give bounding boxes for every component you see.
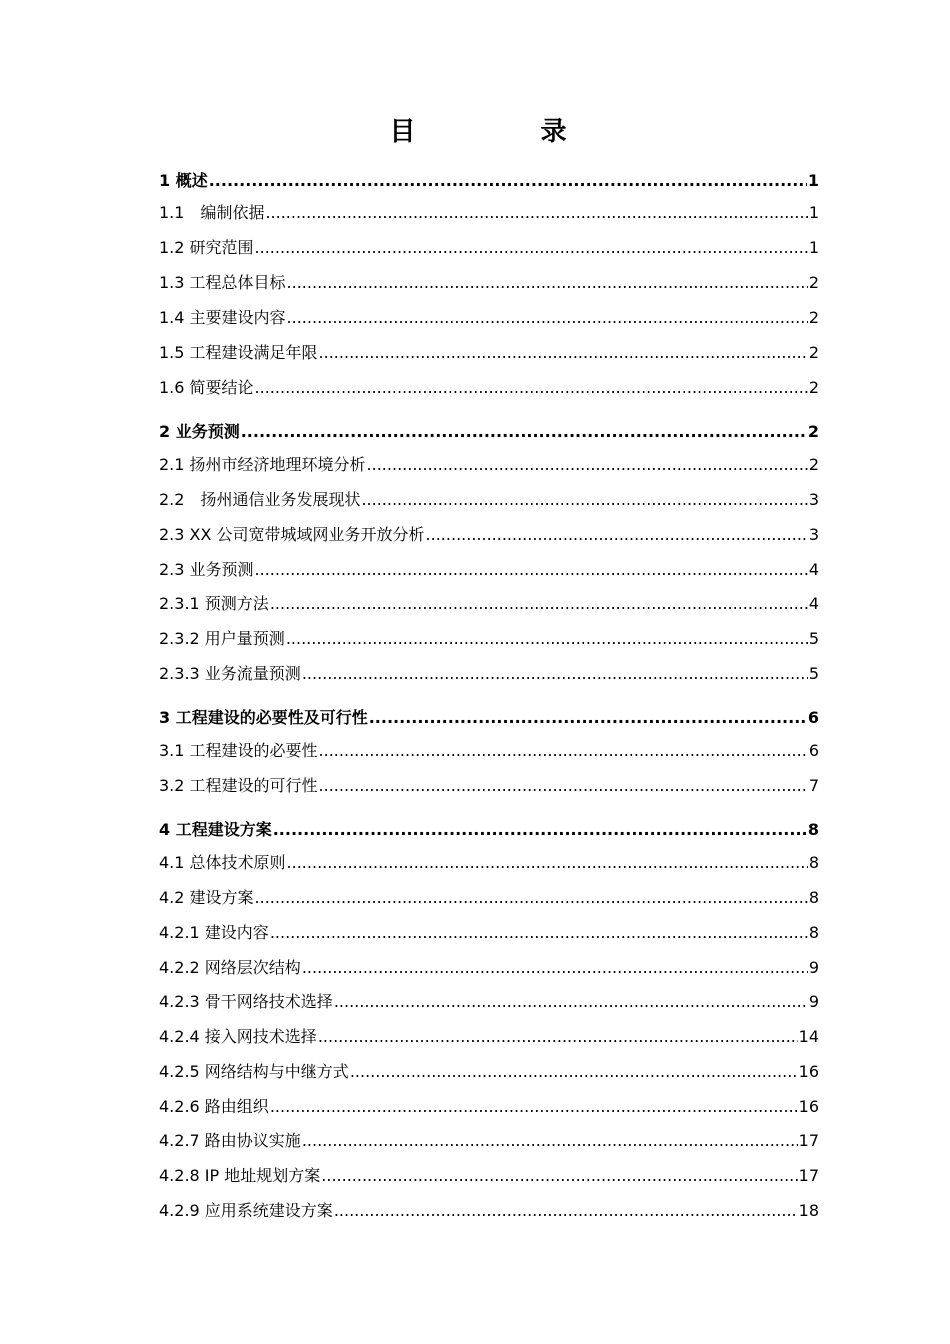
toc-dot-leader (265, 202, 807, 224)
toc-entry-label: 2.1 扬州市经济地理环境分析 (159, 455, 366, 474)
toc-entry-label: 4 工程建设方案 (159, 820, 272, 839)
toc-dot-leader (255, 237, 808, 259)
toc-entry-label: 2.2 扬州通信业务发展现状 (159, 490, 361, 509)
toc-page-number: 8 (807, 820, 819, 839)
toc-section-entry[interactable] (159, 235, 819, 259)
toc-dot-leader (302, 957, 808, 979)
toc-page-number: 4 (808, 594, 819, 613)
toc-entry-label: 2.3 业务预测 (159, 560, 254, 579)
toc-page-number: 14 (798, 1027, 819, 1046)
toc-list (159, 0, 819, 1344)
toc-section-entry[interactable] (159, 591, 819, 615)
toc-section-entry[interactable] (159, 1198, 819, 1222)
toc-page-number: 17 (798, 1131, 819, 1150)
toc-entry-label: 4.1 总体技术原则 (159, 853, 286, 872)
page-title: 目 录 (389, 117, 625, 147)
toc-dot-leader (334, 1200, 798, 1222)
toc-page-number: 2 (808, 308, 819, 327)
toc-entry-label: 4.2.7 路由协议实施 (159, 1131, 301, 1150)
toc-entry-label: 4.2.5 网络结构与中继方式 (159, 1062, 349, 1081)
toc-entry-label: 3.1 工程建设的必要性 (159, 741, 318, 760)
toc-dot-leader (334, 991, 808, 1013)
toc-section-entry[interactable] (159, 955, 819, 979)
toc-section-entry[interactable] (159, 1128, 819, 1152)
toc-page-number: 2 (808, 378, 819, 397)
toc-dot-leader (255, 377, 808, 399)
toc-dot-leader (321, 1165, 797, 1187)
toc-entry-label: 2.3.1 预测方法 (159, 594, 269, 613)
toc-dot-leader (287, 307, 808, 329)
toc-dot-leader (369, 707, 807, 729)
toc-dot-leader (286, 628, 808, 650)
toc-dot-leader (287, 272, 808, 294)
toc-page-number: 16 (798, 1062, 819, 1081)
toc-page-number: 1 (808, 238, 819, 257)
toc-page-number: 18 (798, 1201, 819, 1220)
toc-dot-leader (302, 1130, 798, 1152)
toc-page-number: 2 (807, 422, 819, 441)
toc-section-entry[interactable] (159, 375, 819, 399)
toc-entry-label: 4.2.2 网络层次结构 (159, 958, 301, 977)
toc-section-entry[interactable] (159, 200, 819, 224)
toc-entry-label: 2 业务预测 (159, 422, 240, 441)
toc-page-number: 17 (798, 1166, 819, 1185)
toc-chapter-entry[interactable] (159, 419, 819, 443)
toc-section-entry[interactable] (159, 452, 819, 476)
toc-entry-label: 4.2.4 接入网技术选择 (159, 1027, 317, 1046)
toc-section-entry[interactable] (159, 773, 819, 797)
toc-entry-label: 4.2.8 IP 地址规划方案 (159, 1166, 321, 1185)
toc-entry-label: 2.3.2 用户量预测 (159, 629, 285, 648)
toc-entry-label: 4.2.6 路由组织 (159, 1097, 269, 1116)
toc-section-entry[interactable] (159, 1059, 819, 1083)
toc-page-number: 2 (808, 343, 819, 362)
toc-section-entry[interactable] (159, 885, 819, 909)
toc-page-number: 3 (808, 490, 819, 509)
toc-page-number: 16 (798, 1097, 819, 1116)
toc-dot-leader (361, 489, 807, 511)
toc-dot-leader (319, 775, 808, 797)
toc-page-number: 2 (808, 455, 819, 474)
toc-entry-label: 1.1 编制依据 (159, 203, 265, 222)
toc-entry-label: 1.3 工程总体目标 (159, 273, 286, 292)
toc-section-entry[interactable] (159, 487, 819, 511)
toc-section-entry[interactable] (159, 661, 819, 685)
toc-section-entry[interactable] (159, 522, 819, 546)
toc-section-entry[interactable] (159, 557, 819, 581)
toc-chapter-entry[interactable] (159, 817, 819, 841)
toc-dot-leader (241, 421, 807, 443)
toc-entry-label: 1 概述 (159, 171, 208, 190)
toc-dot-leader (255, 559, 808, 581)
toc-section-entry[interactable] (159, 270, 819, 294)
toc-entry-label: 2.3 XX 公司宽带城域网业务开放分析 (159, 525, 425, 544)
toc-entry-label: 3 工程建设的必要性及可行性 (159, 708, 368, 727)
toc-dot-leader (255, 887, 808, 909)
toc-dot-leader (367, 454, 808, 476)
toc-page-number: 8 (808, 923, 819, 942)
toc-page-number: 5 (808, 629, 819, 648)
toc-section-entry[interactable] (159, 1163, 819, 1187)
toc-page-number: 2 (808, 273, 819, 292)
toc-page-number: 1 (807, 171, 819, 190)
toc-dot-leader (270, 922, 808, 944)
toc-section-entry[interactable] (159, 1024, 819, 1048)
toc-entry-label: 1.2 研究范围 (159, 238, 254, 257)
toc-page-number: 5 (808, 664, 819, 683)
toc-dot-leader (426, 524, 808, 546)
toc-chapter-entry[interactable] (159, 705, 819, 729)
toc-entry-label: 2.3.3 业务流量预测 (159, 664, 301, 683)
toc-section-entry[interactable] (159, 340, 819, 364)
toc-page-number: 3 (808, 525, 819, 544)
toc-section-entry[interactable] (159, 850, 819, 874)
toc-dot-leader (319, 740, 808, 762)
toc-page-number: 9 (808, 958, 819, 977)
toc-section-entry[interactable] (159, 305, 819, 329)
toc-entry-label: 4.2.3 骨干网络技术选择 (159, 992, 333, 1011)
toc-section-entry[interactable] (159, 1094, 819, 1118)
toc-page-number: 9 (808, 992, 819, 1011)
toc-section-entry[interactable] (159, 626, 819, 650)
toc-page-number: 8 (808, 888, 819, 907)
toc-entry-label: 4.2.1 建设内容 (159, 923, 269, 942)
toc-dot-leader (270, 1096, 798, 1118)
toc-page-number: 4 (808, 560, 819, 579)
toc-entry-label: 4.2 建设方案 (159, 888, 254, 907)
toc-page-number: 6 (808, 741, 819, 760)
toc-dot-leader (302, 663, 808, 685)
toc-entry-label: 1.5 工程建设满足年限 (159, 343, 318, 362)
toc-dot-leader (318, 1026, 798, 1048)
toc-page-number: 6 (807, 708, 819, 727)
toc-section-entry[interactable] (159, 989, 819, 1013)
toc-section-entry[interactable] (159, 738, 819, 762)
toc-dot-leader (319, 342, 808, 364)
toc-page-number: 1 (808, 203, 819, 222)
toc-entry-label: 3.2 工程建设的可行性 (159, 776, 318, 795)
toc-page-number: 8 (808, 853, 819, 872)
toc-entry-label: 4.2.9 应用系统建设方案 (159, 1201, 333, 1220)
toc-entry-label: 1.6 简要结论 (159, 378, 254, 397)
toc-page-number: 7 (808, 776, 819, 795)
toc-entry-label: 1.4 主要建设内容 (159, 308, 286, 327)
toc-dot-leader (273, 819, 807, 841)
toc-dot-leader (287, 852, 808, 874)
toc-dot-leader (350, 1061, 798, 1083)
toc-chapter-entry[interactable] (159, 168, 819, 192)
toc-dot-leader (209, 170, 807, 192)
toc-section-entry[interactable] (159, 920, 819, 944)
toc-dot-leader (270, 593, 808, 615)
